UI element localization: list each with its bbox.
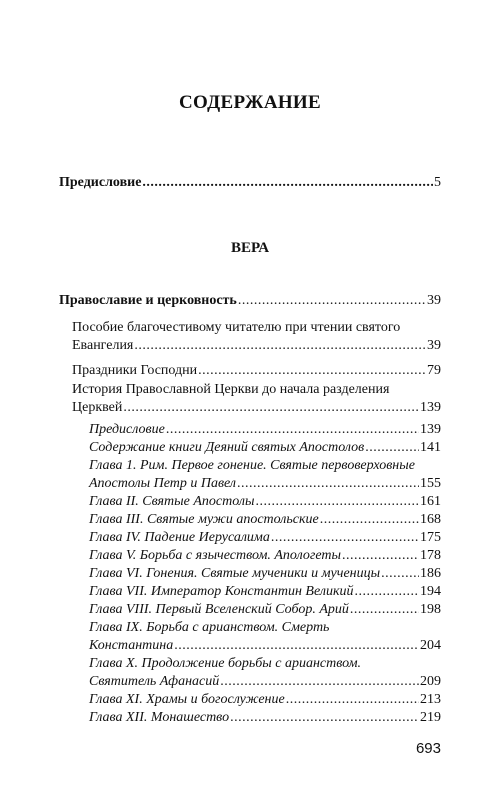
toc-entry-label: Глава IV. Падение Иерусалима bbox=[89, 530, 270, 545]
toc-entry-page: 139 bbox=[420, 422, 441, 437]
toc-entry[interactable] bbox=[89, 493, 441, 511]
toc-leader-dots bbox=[230, 709, 419, 727]
toc-entry-label: Церквей bbox=[72, 400, 123, 415]
toc-leader-dots bbox=[238, 292, 426, 310]
toc-entry-page: 186 bbox=[420, 566, 441, 581]
toc-entry-page: 213 bbox=[420, 692, 441, 707]
toc-entry-label: Константина bbox=[89, 638, 174, 653]
toc-entry-label: Предисловие bbox=[89, 422, 165, 437]
toc-entry-page: 168 bbox=[420, 512, 441, 527]
toc-leader-dots bbox=[123, 399, 419, 417]
toc-entry-label: Праздники Господни bbox=[72, 363, 198, 378]
toc-entry-page: 178 bbox=[420, 548, 441, 563]
toc-leader-dots bbox=[220, 673, 419, 691]
toc-entry-label: Глава V. Борьба с язычеством. Апологеты bbox=[89, 548, 341, 563]
toc-entry[interactable] bbox=[89, 511, 441, 529]
toc-entry-label-line1: Глава IX. Борьба с арианством. Смерть bbox=[89, 620, 330, 635]
toc-entry-label: Глава VII. Император Константин Великий bbox=[89, 584, 354, 599]
toc-entry-label: Глава XII. Монашество bbox=[89, 710, 230, 725]
toc-leader-dots bbox=[237, 475, 419, 493]
toc-entry-page: 198 bbox=[420, 602, 441, 617]
toc-entry-page: 219 bbox=[420, 710, 441, 725]
toc-entry[interactable] bbox=[89, 439, 441, 457]
toc-leader-dots bbox=[286, 691, 419, 709]
toc-leader-dots bbox=[365, 439, 419, 457]
toc-entry-page: 139 bbox=[420, 400, 441, 415]
toc-leader-dots bbox=[355, 583, 420, 601]
toc-entry[interactable] bbox=[59, 292, 441, 310]
toc-leader-dots bbox=[198, 362, 426, 380]
toc-entry-label: Евангелия bbox=[72, 338, 134, 353]
toc-entry-label: Апостолы Петр и Павел bbox=[89, 476, 237, 491]
toc-entry[interactable] bbox=[89, 673, 441, 691]
toc-entry-label: Предисловие bbox=[59, 175, 142, 190]
toc-entry-page: 204 bbox=[420, 638, 441, 653]
toc-entry[interactable] bbox=[89, 421, 441, 439]
toc-entry[interactable] bbox=[89, 709, 441, 727]
toc-leader-dots bbox=[342, 547, 419, 565]
toc-entry[interactable] bbox=[89, 601, 441, 619]
toc-entry[interactable] bbox=[72, 399, 441, 417]
toc-entry[interactable] bbox=[89, 637, 441, 655]
toc-leader-dots bbox=[142, 174, 433, 192]
toc-leader-dots bbox=[271, 529, 419, 547]
toc-entry-page: 209 bbox=[420, 674, 441, 689]
toc-entry-label: Глава VI. Гонения. Святые мученики и мученицы bbox=[89, 566, 381, 581]
toc-entry-page: 194 bbox=[420, 584, 441, 599]
toc-entry[interactable] bbox=[89, 529, 441, 547]
toc-entry-page: 141 bbox=[420, 440, 441, 455]
toc-leader-dots bbox=[166, 421, 419, 439]
toc-entry[interactable] bbox=[89, 565, 441, 583]
toc-leader-dots bbox=[255, 493, 419, 511]
section-heading: ВЕРА bbox=[230, 240, 270, 256]
toc-entry-preface[interactable] bbox=[59, 174, 441, 192]
toc-leader-dots bbox=[320, 511, 419, 529]
toc-entry-page: 175 bbox=[420, 530, 441, 545]
toc-leader-dots bbox=[174, 637, 419, 655]
page-title: СОДЕРЖАНИЕ bbox=[179, 92, 321, 113]
toc-entry-label: Содержание книги Деяний святых Апостолов bbox=[89, 440, 365, 455]
toc-leader-dots bbox=[134, 337, 426, 355]
toc-entry-label-line1: Пособие благочестивому читателю при чтении святого bbox=[72, 320, 401, 335]
toc-entry[interactable] bbox=[89, 475, 441, 493]
toc-entry-page: 5 bbox=[434, 175, 441, 190]
toc-entry[interactable] bbox=[89, 547, 441, 565]
toc-entry-page: 161 bbox=[420, 494, 441, 509]
toc-entry[interactable] bbox=[72, 337, 441, 355]
toc-entry-label: Глава VIII. Первый Вселенский Собор. Арий bbox=[89, 602, 349, 617]
toc-entry-label-line1: История Православной Церкви до начала разделения bbox=[72, 382, 390, 397]
toc-entry-label: Православие и церковность bbox=[59, 293, 237, 308]
toc-entry-label-line1: Глава X. Продолжение борьбы с арианством. bbox=[89, 656, 362, 671]
toc-entry-label: Глава XI. Храмы и богослужение bbox=[89, 692, 285, 707]
toc-entry[interactable] bbox=[72, 362, 441, 380]
toc-leader-dots bbox=[381, 565, 419, 583]
toc-entry-label: Глава II. Святые Апостолы bbox=[89, 494, 255, 509]
toc-leader-dots bbox=[350, 601, 419, 619]
toc-entry-label: Глава III. Святые мужи апостольские bbox=[89, 512, 319, 527]
toc-entry-page: 39 bbox=[427, 338, 441, 353]
toc-entry[interactable] bbox=[89, 583, 441, 601]
page-number: 693 bbox=[415, 740, 441, 757]
toc-entry[interactable] bbox=[89, 691, 441, 709]
toc-entry-page: 39 bbox=[427, 293, 441, 308]
toc-entry-page: 79 bbox=[427, 363, 441, 378]
toc-entry-page: 155 bbox=[420, 476, 441, 491]
toc-entry-label: Святитель Афанасий bbox=[89, 674, 220, 689]
toc-entry-label-line1: Глава 1. Рим. Первое гонение. Святые первоверховные bbox=[89, 458, 415, 473]
